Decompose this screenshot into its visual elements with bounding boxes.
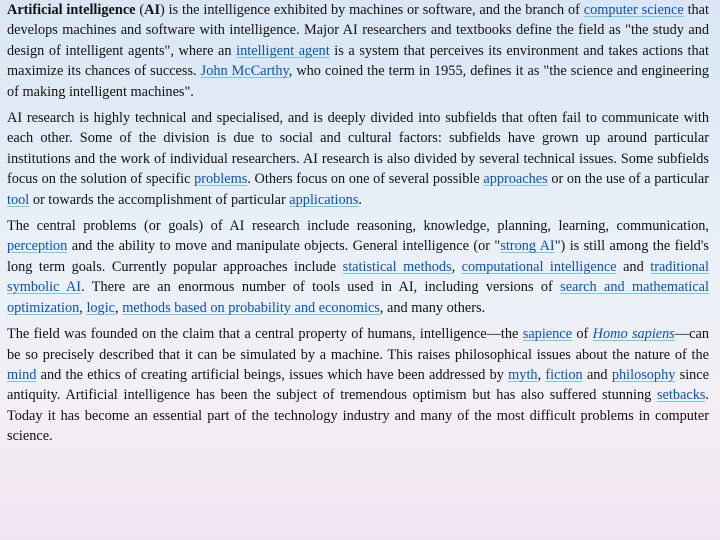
text-run: . Today it has become an essential part of the technology industry and many of the most difficult problems in computer science. xyxy=(7,387,709,445)
text-run: , xyxy=(451,258,462,275)
text-run: that develops machines and software with intelligence. Major AI researchers and textbooks define the field as "the study and design of intelligent agents", where an xyxy=(7,2,710,59)
text-run: ") is still among the field's long term goals. Currently popular approaches include xyxy=(7,238,709,275)
text-run: —can be so precisely described that it can be simulated by a machine. This raises philosophical issues about the nature of the xyxy=(7,326,709,363)
inline-link[interactable]: logic xyxy=(86,299,116,316)
text-run: , xyxy=(115,299,123,316)
paragraph-history xyxy=(7,324,709,446)
inline-link[interactable]: perception xyxy=(7,238,68,255)
inline-link[interactable]: tool xyxy=(7,191,30,208)
paragraph-intro xyxy=(7,0,709,102)
bold-term: Artificial intelligence xyxy=(7,2,136,18)
text-run: or towards the accomplishment of particular xyxy=(29,191,290,208)
inline-link[interactable]: setbacks xyxy=(656,387,706,404)
paragraph-research xyxy=(7,108,709,210)
inline-link[interactable]: John McCarthy xyxy=(200,63,289,80)
inline-link[interactable]: approaches xyxy=(483,171,548,188)
text-run: The central problems (or goals) of AI research include reasoning, knowledge, planning, learning, communication, xyxy=(7,218,709,235)
inline-link[interactable]: methods based on probability and economics xyxy=(122,299,380,316)
text-run: . Others focus on one of several possible xyxy=(247,171,484,188)
text-run: , and many others. xyxy=(379,299,486,316)
text-run: , xyxy=(537,366,546,383)
text-run: . There are an enormous number of tools used in AI, including versions of xyxy=(81,279,561,296)
text-run: , who coined the term in 1955, defines it as "the science and engineering of making intelligent machines". xyxy=(7,63,710,100)
inline-link[interactable]: strong AI xyxy=(500,238,555,255)
text-run: and the ethics of creating artificial beings, issues which have been addressed by xyxy=(36,366,509,383)
inline-link[interactable]: statistical methods xyxy=(342,258,452,275)
inline-link[interactable]: Homo sapiens xyxy=(592,326,675,343)
text-run: of xyxy=(571,326,593,343)
bold-term: AI xyxy=(144,2,161,18)
text-run: ( xyxy=(135,2,145,18)
text-run: is a system that perceives its environment and takes actions that maximize its chances of success. xyxy=(7,42,709,80)
text-run: since antiquity. Artificial intelligence has been the subject of tremendous optimism but has also suffered stunning xyxy=(7,366,710,404)
paragraph-problems xyxy=(7,216,709,318)
inline-link[interactable]: applications xyxy=(289,191,359,208)
text-run: and xyxy=(616,258,651,275)
inline-link[interactable]: problems xyxy=(194,171,248,188)
inline-link[interactable]: computer science xyxy=(583,2,684,18)
text-run: The field was founded on the claim that a central property of humans, intelligence—the xyxy=(7,326,523,343)
text-run: , xyxy=(79,299,87,316)
inline-link[interactable]: mind xyxy=(7,366,37,383)
inline-link[interactable]: myth xyxy=(508,366,538,383)
inline-link[interactable]: fiction xyxy=(545,366,583,383)
text-run: . xyxy=(358,191,362,208)
inline-link[interactable]: traditional symbolic AI xyxy=(7,258,709,296)
inline-link[interactable]: search and mathematical optimization xyxy=(7,279,710,316)
text-run: AI research is highly technical and specialised, and is deeply divided into subfields that often fail to communicate with each other. Some of the division is due to social and cultural factors: subfields have grown up around particular institutions and the work of individual researchers. AI research is also divided by several technical issues. Some subfields focus on the solution of specific xyxy=(7,110,709,188)
inline-link[interactable]: sapience xyxy=(522,326,572,343)
text-run: or on the use of a particular xyxy=(547,171,709,188)
text-run: and xyxy=(582,366,612,383)
inline-link[interactable]: philosophy xyxy=(611,366,676,383)
inline-link[interactable]: computational intelligence xyxy=(461,258,617,275)
inline-link[interactable]: intelligent agent xyxy=(236,42,330,59)
text-run: ) is the intelligence exhibited by machines or software, and the branch of xyxy=(160,2,584,18)
text-run: and the ability to move and manipulate objects. General intelligence (or " xyxy=(67,238,501,255)
